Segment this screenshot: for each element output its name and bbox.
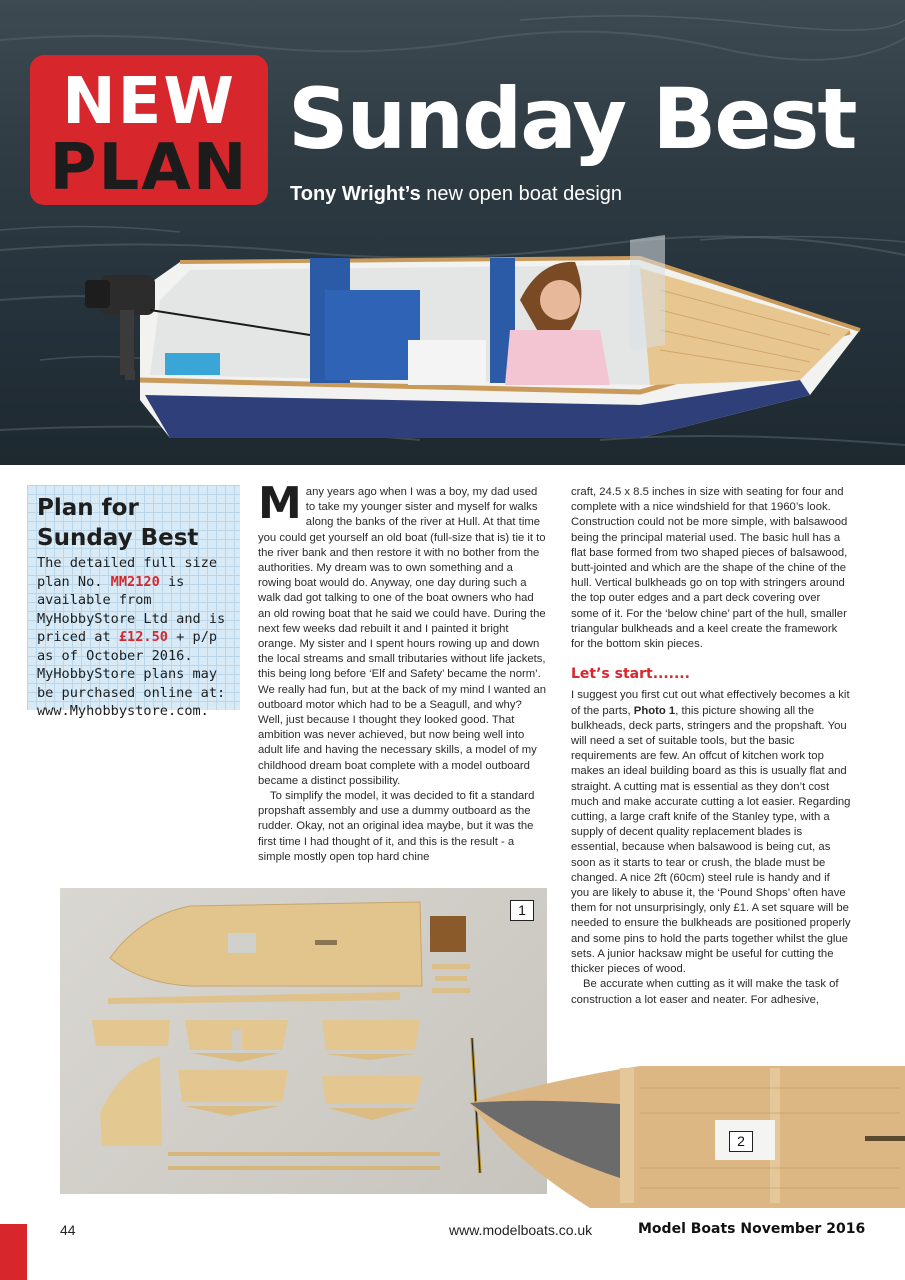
paragraph-1-text: any years ago when I was a boy, my dad used to take my younger sister and myself for walks along the banks of the river at Hull. At that time you could get yourself an old boat (full-size that is) tie it to the river bank and then restore it with no bother from the authorities. My dream was to own something and a rowing boat would do. Anyway, one day during such a walk dad got talking to one of the boat owners who had an old rowing boat that he said we could have. During the next few weeks dad rebuilt it and I painted it bright orange. My sister and I spent hours rowing up and down the local streams and small tributaries without life jackets, this being long before ‘Elf and Safety’ became the norm’. We really had fun, but at the back of my mind I wanted an outboard motor which had to be a Seagull, and why? Well, just because I thought they looked good. That ambition was never achieved, but now being well into adult life and having the necessary skills, a model of my childhood dream boat complete with a model outboard became a distinct possibility.: [258, 486, 547, 787]
page-number: 44: [60, 1222, 76, 1238]
plan-box-heading-line2: Sunday Best: [37, 525, 199, 551]
article-column-1: [258, 478, 548, 865]
article-subtitle: [290, 183, 622, 206]
website-url[interactable]: www.modelboats.co.uk: [449, 1222, 593, 1238]
plan-info-box: [27, 485, 240, 719]
plan-box-heading: [37, 493, 230, 553]
drop-cap: M: [258, 478, 302, 529]
plan-box-text: [37, 554, 230, 721]
author-name: Tony Wright’s: [290, 183, 421, 205]
paragraph-4a: I suggest you first cut out what effectively becomes a kit of the parts,: [571, 689, 850, 717]
paragraph-4b: , this picture showing all the bulkheads, deck parts, stringers and the propshaft. You will need a set of suitable tools, but the basic requirements are few. An offcut of kitchen work top makes an ideal building board as this is usually flat and straight. A cutting mat is essential as they don’t cost much and make accurate cutting a lot easier. Regarding cutting, a large craft knife of the Stanley type, with a supply of decent quality replacement blades is essential, because when balsawood is being cut, as soon as it starts to tear or crush, the blade must be changed. A nice 2ft (60cm) steel rule is handy and if you are likely to abuse it, the ‘Pound Shops’ often have them for not unsurprisingly, only £1. A set square will be needed to ensure the bulkheads are positioned properly and some pins to hold the parts together whilst the glue sets. A junior hacksaw might be useful for cutting the thicker pieces of wood.: [571, 704, 851, 976]
paragraph-5: Be accurate when cutting as it will make the task of construction a lot easer and neater. For adhesive,: [571, 978, 839, 1006]
hero-photo: [0, 0, 905, 465]
hull-frame-illustration: [470, 1058, 905, 1208]
section-heading: Let’s start.......: [571, 666, 690, 683]
plan-price: £12.50: [118, 629, 168, 645]
paragraph-2: To simplify the model, it was decided to fit a standard propshaft assembly and use a dummy outboard as the rudder. Okay, not an original idea maybe, but it was the first time I had thought of it, and this is the result - a simple mostly open top hard chine: [258, 790, 535, 863]
plan-box-heading-line1: Plan for: [37, 495, 139, 521]
photo-reference: Photo 1: [633, 704, 676, 717]
badge-line-new: NEW: [62, 65, 236, 139]
plan-number: MM2120: [110, 573, 160, 590]
paragraph-4: [571, 688, 851, 977]
page-edge-tab: [0, 1224, 27, 1280]
plan-text-1: The detailed full size plan No.: [37, 555, 218, 590]
plan-text-2: is available from MyHobbyStore Ltd and is priced at: [37, 573, 226, 645]
subtitle-text: new open boat design: [420, 183, 623, 205]
photo-2-label: 2: [729, 1131, 753, 1152]
paragraph-3: craft, 24.5 x 8.5 inches in size with seating for four and complete with a nice windshield for that 1960’s look. Construction could not be more simple, with balsawood being the principal material used. The basic hull has a flat base formed from two shaped pieces of balsawood, butt-jointed and which are the shape of the chine of the hull. Vertical bulkheads go on top with stringers around the top outer edges and a part deck covering over some of it. For the ‘below chine’ part of the hull, smaller triangular bulkheads and a keel create the framework for the bottom skin pieces.: [571, 486, 848, 651]
new-plan-badge: [30, 55, 268, 205]
article-title: Sunday Best: [288, 70, 856, 168]
photo-2-hull-frame: [470, 1058, 905, 1208]
plan-text-3: + p/p as of October 2016. MyHobbyStore plans may be purchased online at: www.Myhobbystore.com.: [37, 629, 226, 719]
magazine-issue: Model Boats November 2016: [638, 1221, 866, 1237]
paragraph-1: [258, 478, 548, 789]
badge-line-plan: PLAN: [49, 131, 249, 205]
photo-1-label: 1: [510, 900, 534, 921]
article-column-2: [571, 485, 851, 1008]
